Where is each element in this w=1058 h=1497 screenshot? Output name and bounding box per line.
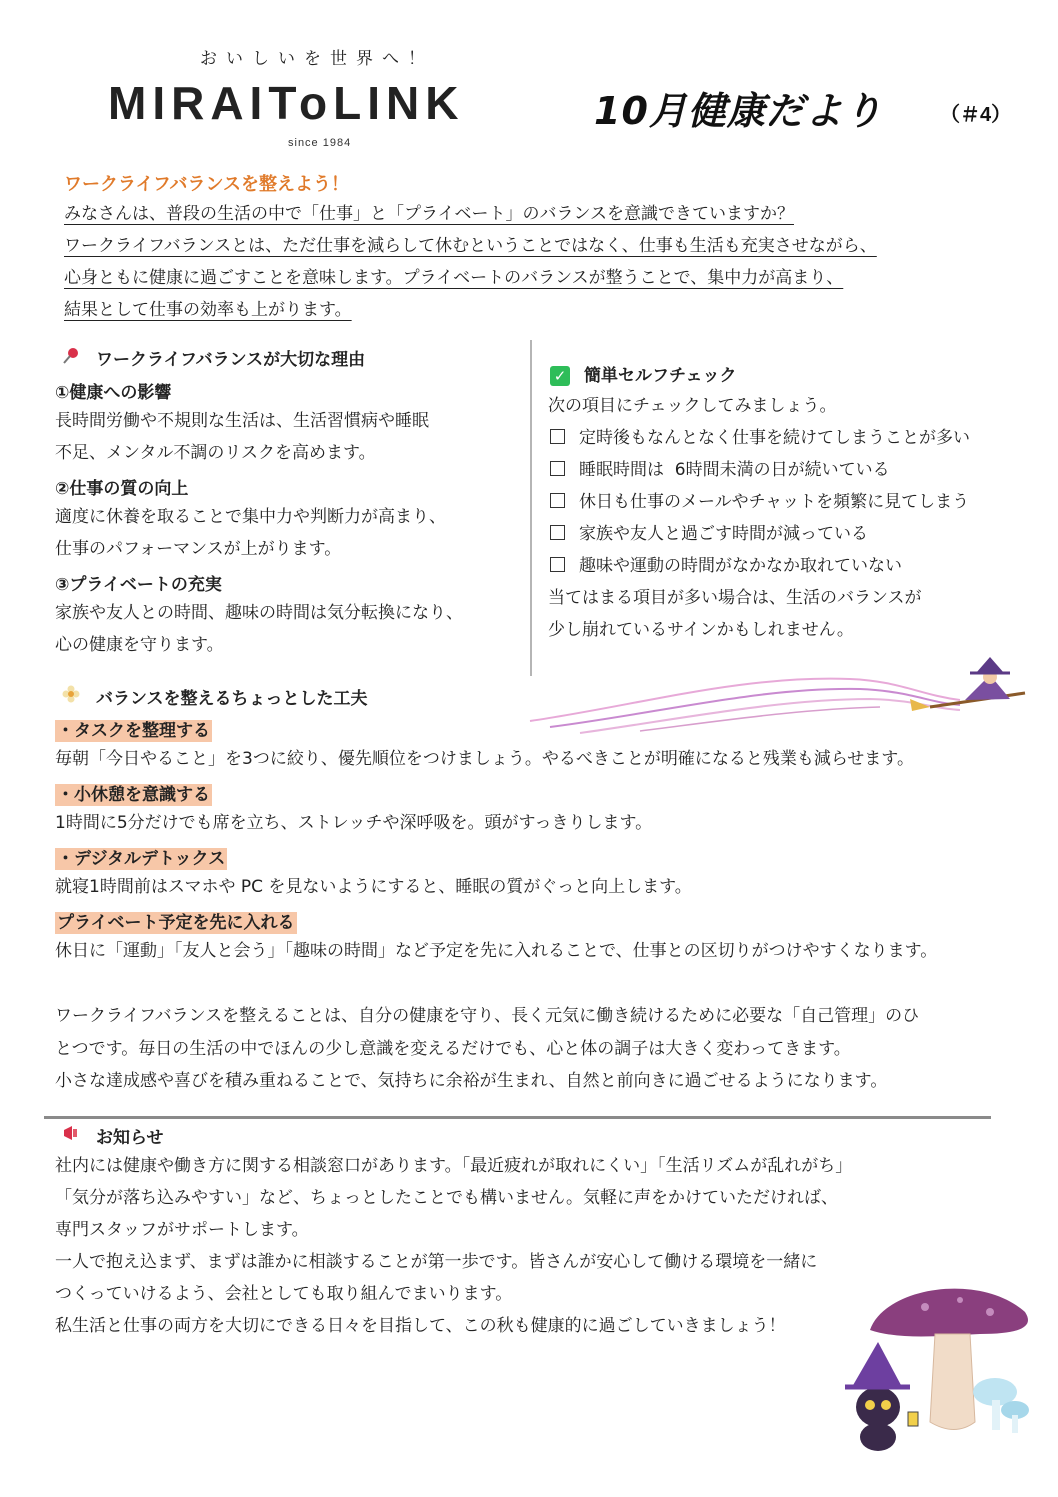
selfcheck-intro: 次の項目にチェックしてみましょう。: [548, 396, 837, 416]
notice-line: 私生活と仕事の両方を大切にできる日々を目指して、この秋も健康的に過ごしていきましょう！: [55, 1316, 786, 1336]
reason-heading: ③プライベートの充実: [55, 575, 222, 595]
column-divider: [530, 340, 532, 676]
pushpin-icon: [60, 345, 82, 370]
selfcheck-section-title: [550, 361, 737, 386]
selfcheck-item[interactable]: [550, 491, 969, 513]
checkbox[interactable]: [550, 493, 565, 508]
tip-heading: ・タスクを整理する: [57, 721, 210, 741]
reasons-title-text: ワークライフバランスが大切な理由: [96, 350, 366, 370]
tips-section-title: [60, 684, 368, 709]
notice-title-text: お知らせ: [96, 1128, 164, 1148]
summary-line: とつです。毎日の生活の中でほんの少し意識を変えるだけでも、心と体の調子は大きく変わってきます。: [55, 1039, 851, 1059]
selfcheck-item-label: 定時後もなんとなく仕事を続けてしまうことが多い: [579, 428, 970, 448]
section-divider: [44, 1116, 991, 1119]
notice-line: つくっていけるよう、会社としても取り組んでまいります。: [55, 1284, 513, 1304]
reason-text: 仕事のパフォーマンスが上がります。: [55, 539, 342, 559]
newsletter-title: 10月健康だより: [594, 89, 883, 133]
selfcheck-outro: 当てはまる項目が多い場合は、生活のバランスが: [548, 588, 922, 608]
reason-heading: ①健康への影響: [55, 383, 172, 403]
notice-line: 「気分が落ち込みやすい」など、ちょっとしたことでも構いません。気軽に声をかけていただければ、: [55, 1188, 839, 1208]
witch-illustration: [520, 655, 1040, 735]
notice-section-title: [60, 1123, 164, 1148]
selfcheck-item[interactable]: [550, 523, 868, 545]
checkbox[interactable]: [550, 461, 565, 476]
tagline: おいしいを世界へ！: [200, 49, 434, 69]
selfcheck-item[interactable]: [550, 555, 902, 577]
selfcheck-item-label: 睡眠時間は 6時間未満の日が続いている: [579, 460, 890, 480]
megaphone-icon: [60, 1123, 82, 1148]
logo-since: since 1984: [288, 137, 352, 149]
selfcheck-title-text: 簡単セルフチェック: [584, 366, 737, 386]
notice-line: 社内には健康や働き方に関する相談窓口があります。「最近疲れが取れにくい」「生活リズムが乱れがち」: [55, 1156, 853, 1176]
intro-line: 結果として仕事の効率も上がります。: [64, 300, 352, 320]
intro-line: ワークライフバランスとは、ただ仕事を減らして休むということではなく、仕事も生活も充実させながら、: [64, 236, 877, 256]
reason-text: 適度に休養を取ることで集中力や判断力が高まり、: [55, 507, 446, 527]
selfcheck-item-label: 休日も仕事のメールやチャットを頻繁に見てしまう: [579, 492, 970, 512]
summary-line: ワークライフバランスを整えることは、自分の健康を守り、長く元気に働き続けるために必要な「自己管理」のひ: [55, 1006, 920, 1026]
reason-text: 不足、メンタル不調のリスクを高めます。: [55, 443, 376, 463]
tips-title-text: バランスを整えるちょっとした工夫: [96, 689, 368, 709]
reason-text: 心の健康を守ります。: [55, 635, 224, 655]
intro-line: 心身ともに健康に過ごすことを意味します。プライベートのバランスが整うことで、集中力が高まり、: [64, 268, 844, 288]
tip-text: 就寝1時間前はスマホや PC を見ないようにすると、睡眠の質がぐっと向上します。: [55, 877, 692, 897]
selfcheck-item-label: 家族や友人と過ごす時間が減っている: [579, 524, 868, 544]
reason-text: 家族や友人との時間、趣味の時間は気分転換になり、: [55, 603, 463, 623]
intro-line: みなさんは、普段の生活の中で「仕事」と「プライベート」のバランスを意識できていますか？: [64, 204, 794, 224]
checkbox[interactable]: [550, 429, 565, 444]
reason-heading: ②仕事の質の向上: [55, 479, 189, 499]
tip-text: 毎朝「今日やること」を3つに絞り、優先順位をつけましょう。やるべきことが明確になると残業も減らせます。: [55, 749, 914, 769]
notice-line: 専門スタッフがサポートします。: [55, 1220, 309, 1240]
company-logo: MIRAIToLINK: [108, 77, 465, 129]
reason-text: 長時間労働や不規則な生活は、生活習慣病や睡眠: [55, 411, 429, 431]
mushroom-cat-illustration: [830, 1272, 1040, 1452]
summary-line: 小さな達成感や喜びを積み重ねることで、気持ちに余裕が生まれ、自然と前向きに過ごせるようになります。: [55, 1071, 888, 1091]
tip-text: 1時間に5分だけでも席を立ち、ストレッチや深呼吸を。頭がすっきりします。: [55, 813, 653, 833]
issue-number: （＃4）: [940, 104, 1012, 126]
selfcheck-outro: 少し崩れているサインかもしれません。: [548, 620, 854, 640]
tip-heading: ・デジタルデトックス: [57, 849, 226, 869]
tip-heading: プライベート予定を先に入れる: [57, 913, 295, 933]
checkbox[interactable]: [550, 557, 565, 572]
intro-heading: ワークライフバランスを整えよう！: [64, 174, 349, 195]
selfcheck-item[interactable]: [550, 459, 890, 481]
check-mark-icon: ✓: [550, 366, 570, 386]
tip-heading: ・小休憩を意識する: [57, 785, 210, 805]
checkbox[interactable]: [550, 525, 565, 540]
tip-text: 休日に「運動」「友人と会う」「趣味の時間」など予定を先に入れることで、仕事との区切りがつけやすくなります。: [55, 941, 938, 961]
notice-line: 一人で抱え込まず、まずは誰かに相談することが第一歩です。皆さんが安心して働ける環境を一緒に: [55, 1252, 818, 1272]
selfcheck-item-label: 趣味や運動の時間がなかなか取れていない: [579, 556, 902, 576]
flower-icon: [60, 684, 82, 709]
reasons-section-title: [60, 345, 365, 370]
selfcheck-item[interactable]: [550, 427, 970, 449]
